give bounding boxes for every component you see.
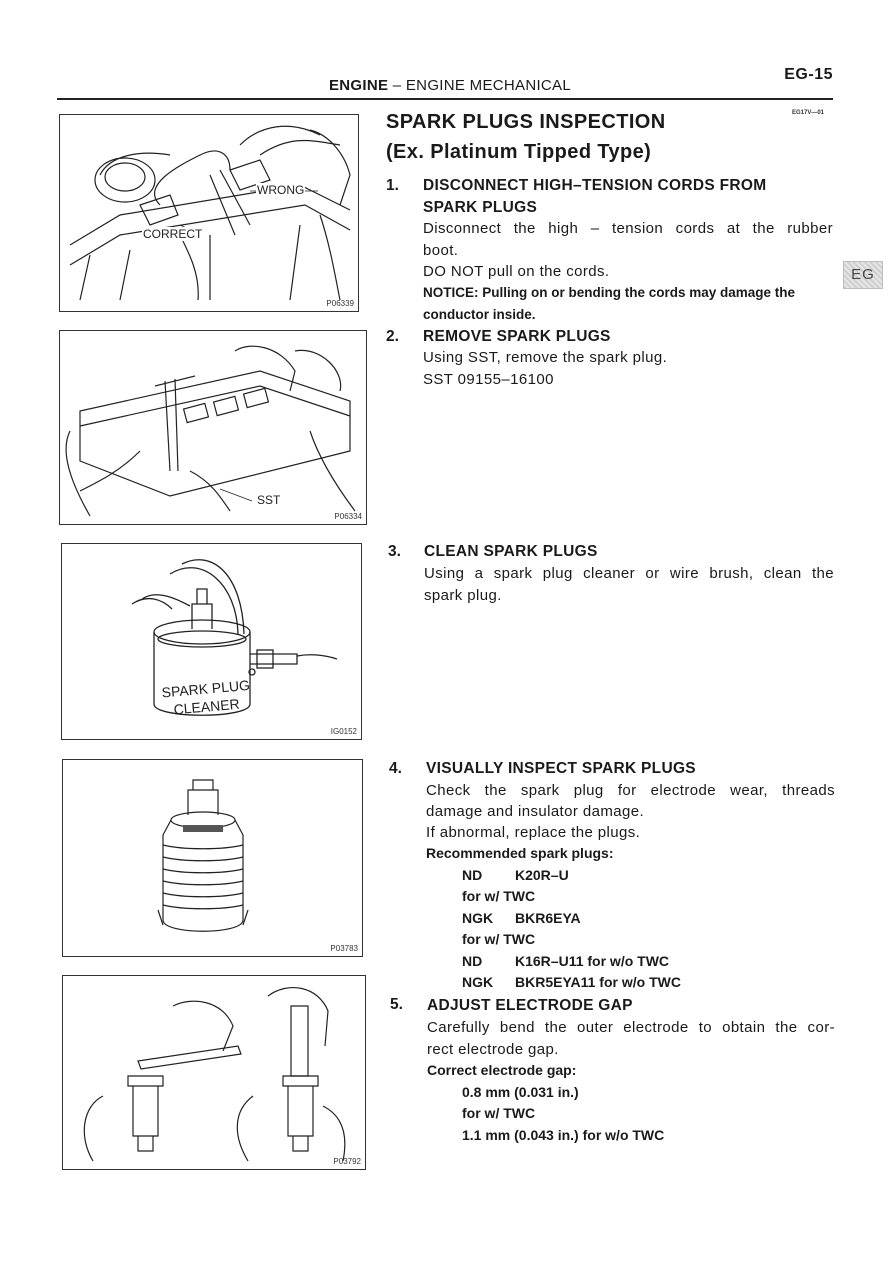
step-5-title: ADJUST ELECTRODE GAP xyxy=(427,997,633,1014)
plug-model: BKR5EYA11 for w/o TWC xyxy=(515,974,681,990)
plug-brand: NGK xyxy=(462,910,494,926)
figure-code: IG0152 xyxy=(330,727,357,736)
step-1-number: 1. xyxy=(386,177,399,194)
step-1-title-line1: DISCONNECT HIGH–TENSION CORDS FROM xyxy=(423,177,767,194)
figure-adjust-gap xyxy=(62,975,366,1170)
figure-disconnect-cords xyxy=(59,114,359,312)
step-3-title: CLEAN SPARK PLUGS xyxy=(424,543,598,560)
section-header xyxy=(300,77,600,94)
sst-removal-illustration xyxy=(60,331,366,524)
header-rule xyxy=(57,98,833,100)
step-4-spec-label: Recommended spark plugs: xyxy=(426,845,614,861)
step-5-spec-label: Correct electrode gap: xyxy=(427,1062,577,1078)
step-1-notice-line2: conductor inside. xyxy=(423,307,536,322)
step-5-body-line2: rect electrode gap. xyxy=(427,1041,559,1058)
step-5-body-line1: Carefully bend the outer electrode to obtain the cor- xyxy=(427,1019,835,1036)
plug-model: K20R–U xyxy=(515,867,569,883)
label-correct: CORRECT xyxy=(143,227,203,241)
step-1-body-line3: DO NOT pull on the cords. xyxy=(423,263,610,280)
step-1-body-line2: boot. xyxy=(423,242,459,259)
step-3-body-line2: spark plug. xyxy=(424,587,502,604)
step-1-title-line2: SPARK PLUGS xyxy=(423,199,538,216)
label-sst: SST xyxy=(257,493,281,507)
plug-brand: ND xyxy=(462,867,483,883)
gap-value: 1.1 mm (0.043 in.) for w/o TWC xyxy=(462,1127,665,1143)
step-4-number: 4. xyxy=(389,760,402,777)
section-header-bold: ENGINE xyxy=(328,77,389,94)
step-2-title: REMOVE SPARK PLUGS xyxy=(423,328,611,345)
step-2-body-line1: Using SST, remove the spark plug. xyxy=(423,349,668,366)
label-wrong: WRONG xyxy=(257,183,305,197)
cleaner-machine-illustration xyxy=(62,544,361,739)
plug-model: K16R–U11 for w/o TWC xyxy=(515,953,670,969)
figure-code: P06334 xyxy=(334,512,362,521)
step-4-body-line3: If abnormal, replace the plugs. xyxy=(426,824,641,841)
engine-cords-illustration xyxy=(60,115,358,311)
section-code: EG17V—01 xyxy=(792,110,825,116)
step-4-body-line1: Check the spark plug for electrode wear, threads xyxy=(426,782,835,799)
page-subtitle: (Ex. Platinum Tipped Type) xyxy=(386,141,652,163)
step-1-notice-line1: NOTICE: Pulling on or bending the cords may damage the xyxy=(423,285,796,300)
step-4-body-line2: damage and insulator damage. xyxy=(426,803,645,820)
figure-code: P03783 xyxy=(330,944,358,953)
step-4-title: VISUALLY INSPECT SPARK PLUGS xyxy=(426,760,696,777)
gap-adjust-illustration xyxy=(63,976,365,1169)
step-5-number: 5. xyxy=(390,996,403,1013)
gap-value: 0.8 mm (0.031 in.) xyxy=(462,1084,579,1100)
step-2-body-line2: SST 09155–16100 xyxy=(423,371,554,388)
step-3-number: 3. xyxy=(388,543,401,560)
plug-model: BKR6EYA xyxy=(515,910,581,926)
figure-spark-plug-cleaner xyxy=(61,543,362,740)
spark-plug-closeup-illustration xyxy=(63,760,362,956)
plug-brand: ND xyxy=(462,953,483,969)
gap-value: for w/ TWC xyxy=(462,1105,536,1121)
step-3-body-line1: Using a spark plug cleaner or wire brush, clean the xyxy=(424,565,834,582)
plug-model: for w/ TWC xyxy=(462,931,536,947)
cleaner-label-line2: CLEANER xyxy=(172,695,241,718)
plug-model: for w/ TWC xyxy=(462,888,536,904)
figure-code: P03792 xyxy=(333,1157,361,1166)
step-2-number: 2. xyxy=(386,328,399,345)
section-header-rest: – ENGINE MECHANICAL xyxy=(392,77,572,94)
figure-code: P06339 xyxy=(326,299,354,308)
eg-side-tab: EG xyxy=(843,261,883,289)
figure-remove-plugs xyxy=(59,330,367,525)
figure-inspect-plug xyxy=(62,759,363,957)
cleaner-label-line1: SPARK PLUG xyxy=(161,676,251,701)
page-id: EG-15 xyxy=(784,66,833,83)
page-title: SPARK PLUGS INSPECTION xyxy=(386,111,666,133)
step-1-body-line1: Disconnect the high – tension cords at the rubber xyxy=(423,220,833,237)
plug-brand: NGK xyxy=(462,974,494,990)
